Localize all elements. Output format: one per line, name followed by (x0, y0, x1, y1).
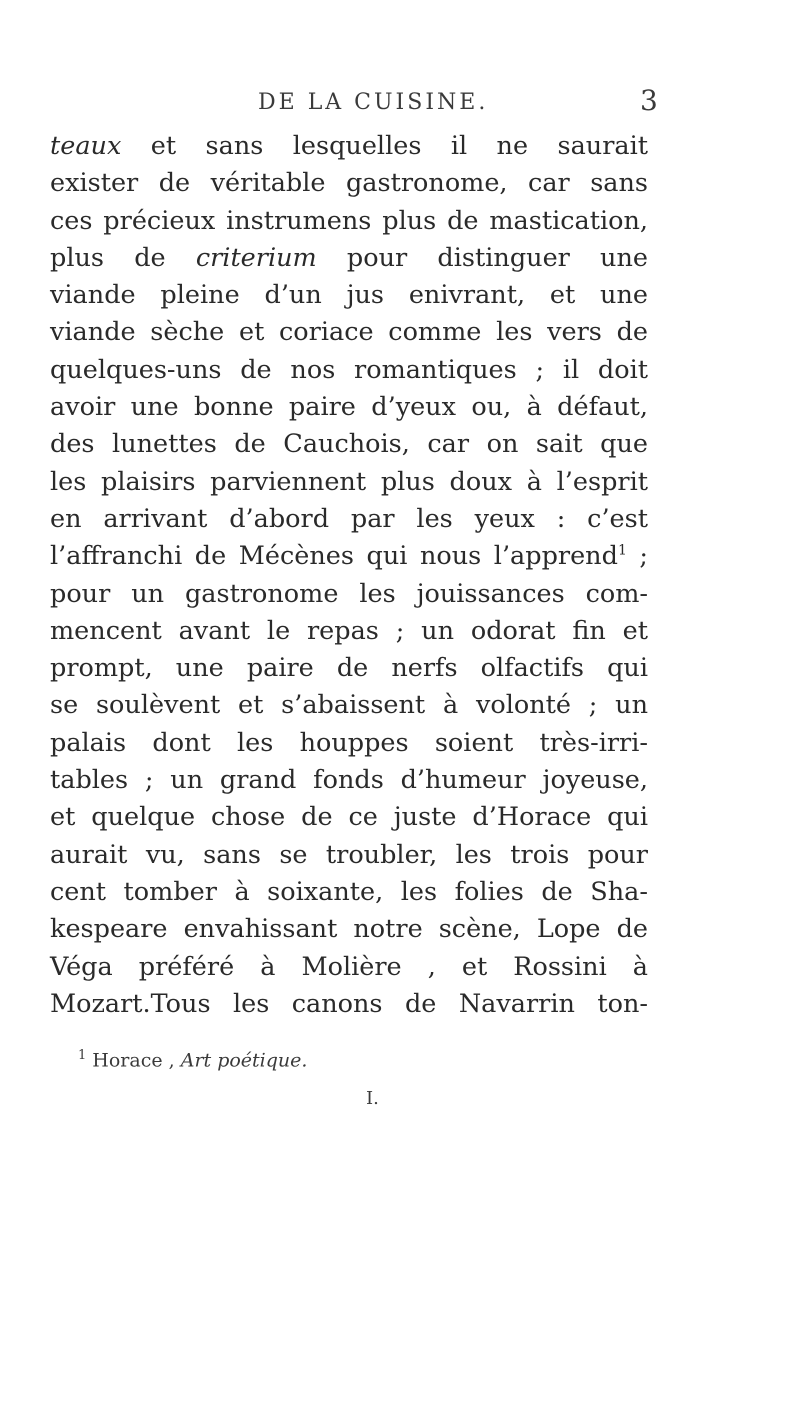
italic-word: teaux (50, 131, 122, 161)
text-line: quelques-uns de nos romantiques ; il doit (50, 354, 648, 385)
text-line: les plaisirs parviennent plus doux à l’esprit (50, 466, 648, 497)
text-line: exister de véritable gastronome, car sans (50, 168, 648, 199)
text-line: ces précieux instrumens plus de mastication, (50, 205, 648, 236)
text-line: kespeare envahissant notre scène, Lope de (50, 914, 648, 945)
text-line: plus de criterium pour distinguer une (50, 242, 648, 273)
footnote-reference: 1 (617, 542, 627, 559)
text-line: cent tomber à soixante, les folies de Sha- (50, 876, 648, 907)
text-line: des lunettes de Cauchois, car on sait que (50, 429, 648, 460)
text-line: viande sèche et coriace comme les vers de (50, 317, 648, 348)
text-line: se soulèvent et s’abaissent à volonté ; un (50, 690, 648, 721)
text-line: mencent avant le repas ; un odorat fin et (50, 615, 648, 646)
italic-word: criterium (195, 242, 317, 273)
footnote-title: Art poétique. (180, 1049, 308, 1072)
text-line: pour un gastronome les jouissances com- (50, 578, 648, 609)
text-line: viande pleine d’un jus enivrant, et une (50, 280, 648, 311)
text-line: teaux et sans lesquelles il ne saurait (50, 131, 648, 161)
text-line: Mozart.Tous les canons de Navarrin ton- (50, 988, 648, 1019)
text-line: l’affranchi de Mécènes qui nous l’apprend$^1$ ; (50, 541, 649, 572)
signature-mark: I. (366, 1088, 379, 1109)
text-line: prompt, une paire de nerfs olfactifs qui (50, 653, 648, 684)
footnote (78, 1048, 307, 1071)
text-line: Véga préféré à Molière , et Rossini à (50, 951, 648, 982)
text-line: et quelque chose de ce juste d’Horace qui (50, 802, 648, 833)
text-line: palais dont les houppes soient très-irri- (50, 727, 648, 758)
running-title: DE LA CUISINE. (258, 90, 489, 115)
footnote-author: Horace , (92, 1049, 175, 1072)
text-line: avoir une bonne paire d’yeux ou, à défaut, (50, 392, 648, 423)
page-number: 3 (640, 84, 658, 117)
text-line: tables ; un grand fonds d’humeur joyeuse, (50, 765, 648, 796)
text-line: en arrivant d’abord par les yeux : c’est (50, 503, 648, 534)
body-text (50, 128, 648, 1023)
footnote-number: 1 (78, 1048, 87, 1063)
text-line: aurait vu, sans se troubler, les trois pour (50, 839, 648, 870)
